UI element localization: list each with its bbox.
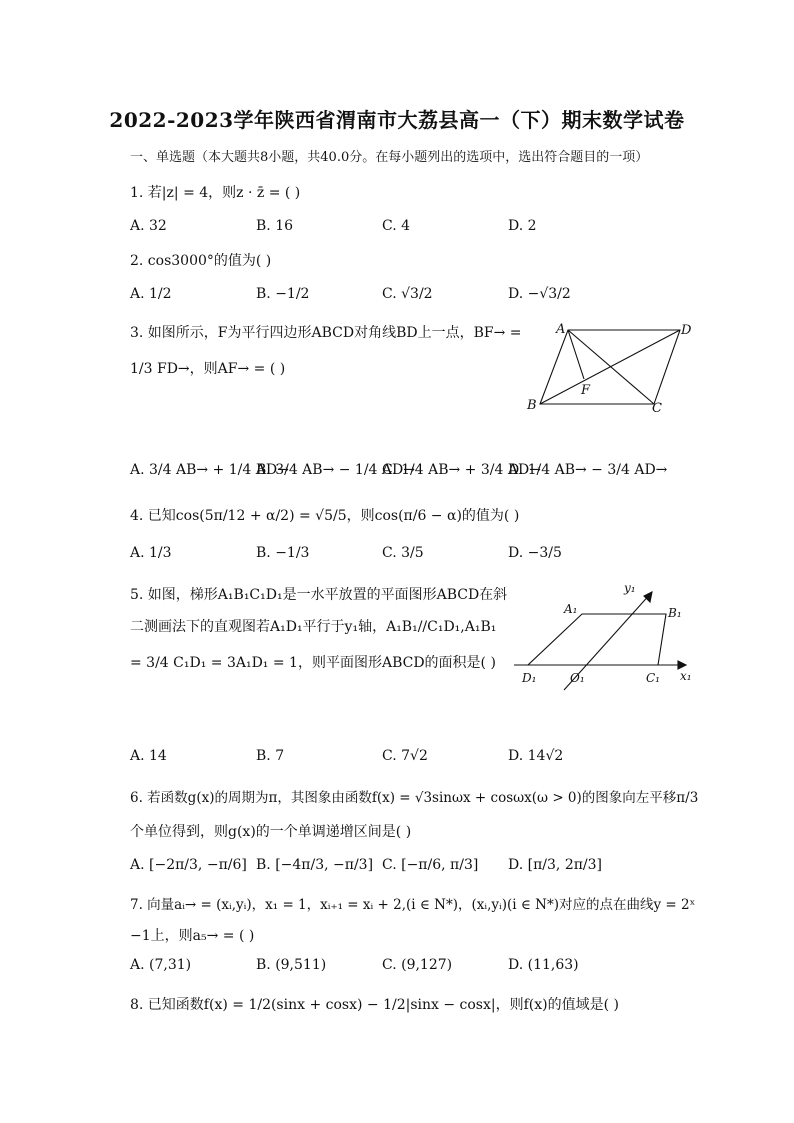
label-f: F — [581, 383, 591, 398]
section-header: 一、单选题（本大题共8小题，共40.0分。在每小题列出的选项中，选出符合题目的一项） — [130, 150, 649, 165]
option-c: C. √3/2 — [382, 286, 433, 302]
label-y1: y₁ — [624, 581, 636, 595]
option-c: C. (9,127) — [382, 957, 453, 973]
option-a: A. (7,31) — [130, 957, 192, 973]
option-d: D. −3/5 — [508, 545, 562, 561]
option-b: B. −1/2 — [256, 286, 310, 302]
page-title: 2022-2023学年陕西省渭南市大荔县高一（下）期末数学试卷 — [109, 108, 685, 132]
option-d: D. 1/4 AB→ − 3/4 AD→ — [508, 462, 668, 478]
option-d: D. 2 — [508, 218, 537, 234]
label-x1: x₁ — [680, 669, 692, 683]
option-a: A. [−2π/3, −π/6] — [130, 857, 247, 873]
question-1-stem: 1. 若|z| = 4，则z · z̄ = ( ) — [130, 185, 301, 201]
trapezoid-figure — [508, 576, 698, 694]
option-a: A. 1/3 — [130, 545, 172, 561]
option-b: B. (9,511) — [256, 957, 327, 973]
question-3-stem-line-1: 3. 如图所示，F为平行四边形ABCD对角线BD上一点，BF→ = — [130, 325, 522, 341]
question-7-options — [130, 957, 650, 977]
label-o1: O₁ — [570, 671, 585, 685]
option-d: D. [π/3, 2π/3] — [508, 857, 603, 873]
question-5-options — [130, 748, 650, 768]
label-b1: B₁ — [668, 606, 682, 620]
label-d1: D₁ — [522, 671, 537, 685]
option-b: B. 7 — [256, 748, 285, 764]
label-c: C — [652, 401, 662, 416]
label-d: D — [681, 323, 692, 338]
option-d: D. (11,63) — [508, 957, 579, 973]
question-1-options — [130, 218, 650, 238]
option-b: B. 3/4 AB→ − 1/4 AD→ — [256, 462, 415, 478]
label-a: A — [556, 322, 566, 337]
question-3-stem-line-2: 1/3 FD→，则AF→ = ( ) — [130, 361, 286, 377]
question-5-stem-line-2: 二测画法下的直观图若A₁D₁平行于y₁轴，A₁B₁//C₁D₁,A₁B₁ — [130, 619, 497, 635]
label-c1: C₁ — [646, 671, 660, 685]
question-3-options — [130, 462, 668, 482]
option-d: D. −√3/2 — [508, 286, 571, 302]
question-2-options — [130, 286, 650, 306]
question-8-stem: 8. 已知函数f(x) = 1/2(sinx + cosx) − 1/2|sinx − cosx|，则f(x)的值域是( ) — [130, 997, 619, 1013]
option-a: A. 1/2 — [130, 286, 172, 302]
option-d: D. 14√2 — [508, 748, 564, 764]
question-4-stem: 4. 已知cos(5π/12 + α/2) = √5/5，则cos(π/6 − α)的值为( ) — [130, 508, 520, 524]
option-c: C. 1/4 AB→ + 3/4 AD→ — [382, 462, 541, 478]
parallelogram-figure — [520, 316, 700, 416]
y1-arrow — [644, 592, 652, 602]
trapezoid-a1b1c1d1 — [528, 614, 666, 665]
question-5-stem-line-1: 5. 如图，梯形A₁B₁C₁D₁是一水平放置的平面图形ABCD在斜 — [130, 587, 508, 603]
option-c: C. [−π/6, π/3] — [382, 857, 479, 873]
diagonal-bd — [540, 330, 680, 404]
question-6-stem-line-1: 6. 若函数g(x)的周期为π，其图象由函数f(x) = √3sinωx + cosωx(ω > 0)的图象向左平移π/3 — [130, 790, 699, 806]
label-b: B — [527, 398, 537, 413]
question-4-options — [130, 545, 650, 565]
label-a1: A₁ — [564, 602, 578, 616]
option-b: B. 16 — [256, 218, 294, 234]
option-a: A. 3/4 AB→ + 1/4 AD→ — [130, 462, 289, 478]
option-a: A. 32 — [130, 218, 167, 234]
question-7-stem-line-2: −1上，则a₅→ = ( ) — [130, 928, 255, 944]
option-c: C. 3/5 — [382, 545, 424, 561]
question-6-stem-line-2: 个单位得到，则g(x)的一个单调递增区间是( ) — [130, 824, 412, 840]
option-c: C. 7√2 — [382, 748, 428, 764]
question-7-stem-line-1: 7. 向量aᵢ→ = (xᵢ,yᵢ)，x₁ = 1，xᵢ₊₁ = xᵢ + 2,(i ∈ N*)，(xᵢ,yᵢ)(i ∈ N*)对应的点在曲线y = 2ˣ — [130, 897, 696, 913]
option-b: B. [−4π/3, −π/3] — [256, 857, 374, 873]
question-6-options — [130, 857, 650, 877]
question-5-stem-line-3: = 3/4 C₁D₁ = 3A₁D₁ = 1，则平面图形ABCD的面积是( ) — [130, 655, 496, 671]
option-b: B. −1/3 — [256, 545, 310, 561]
option-c: C. 4 — [382, 218, 411, 234]
x1-arrow — [678, 661, 686, 669]
question-2-stem: 2. cos3000°的值为( ) — [130, 253, 272, 269]
option-a: A. 14 — [130, 748, 167, 764]
